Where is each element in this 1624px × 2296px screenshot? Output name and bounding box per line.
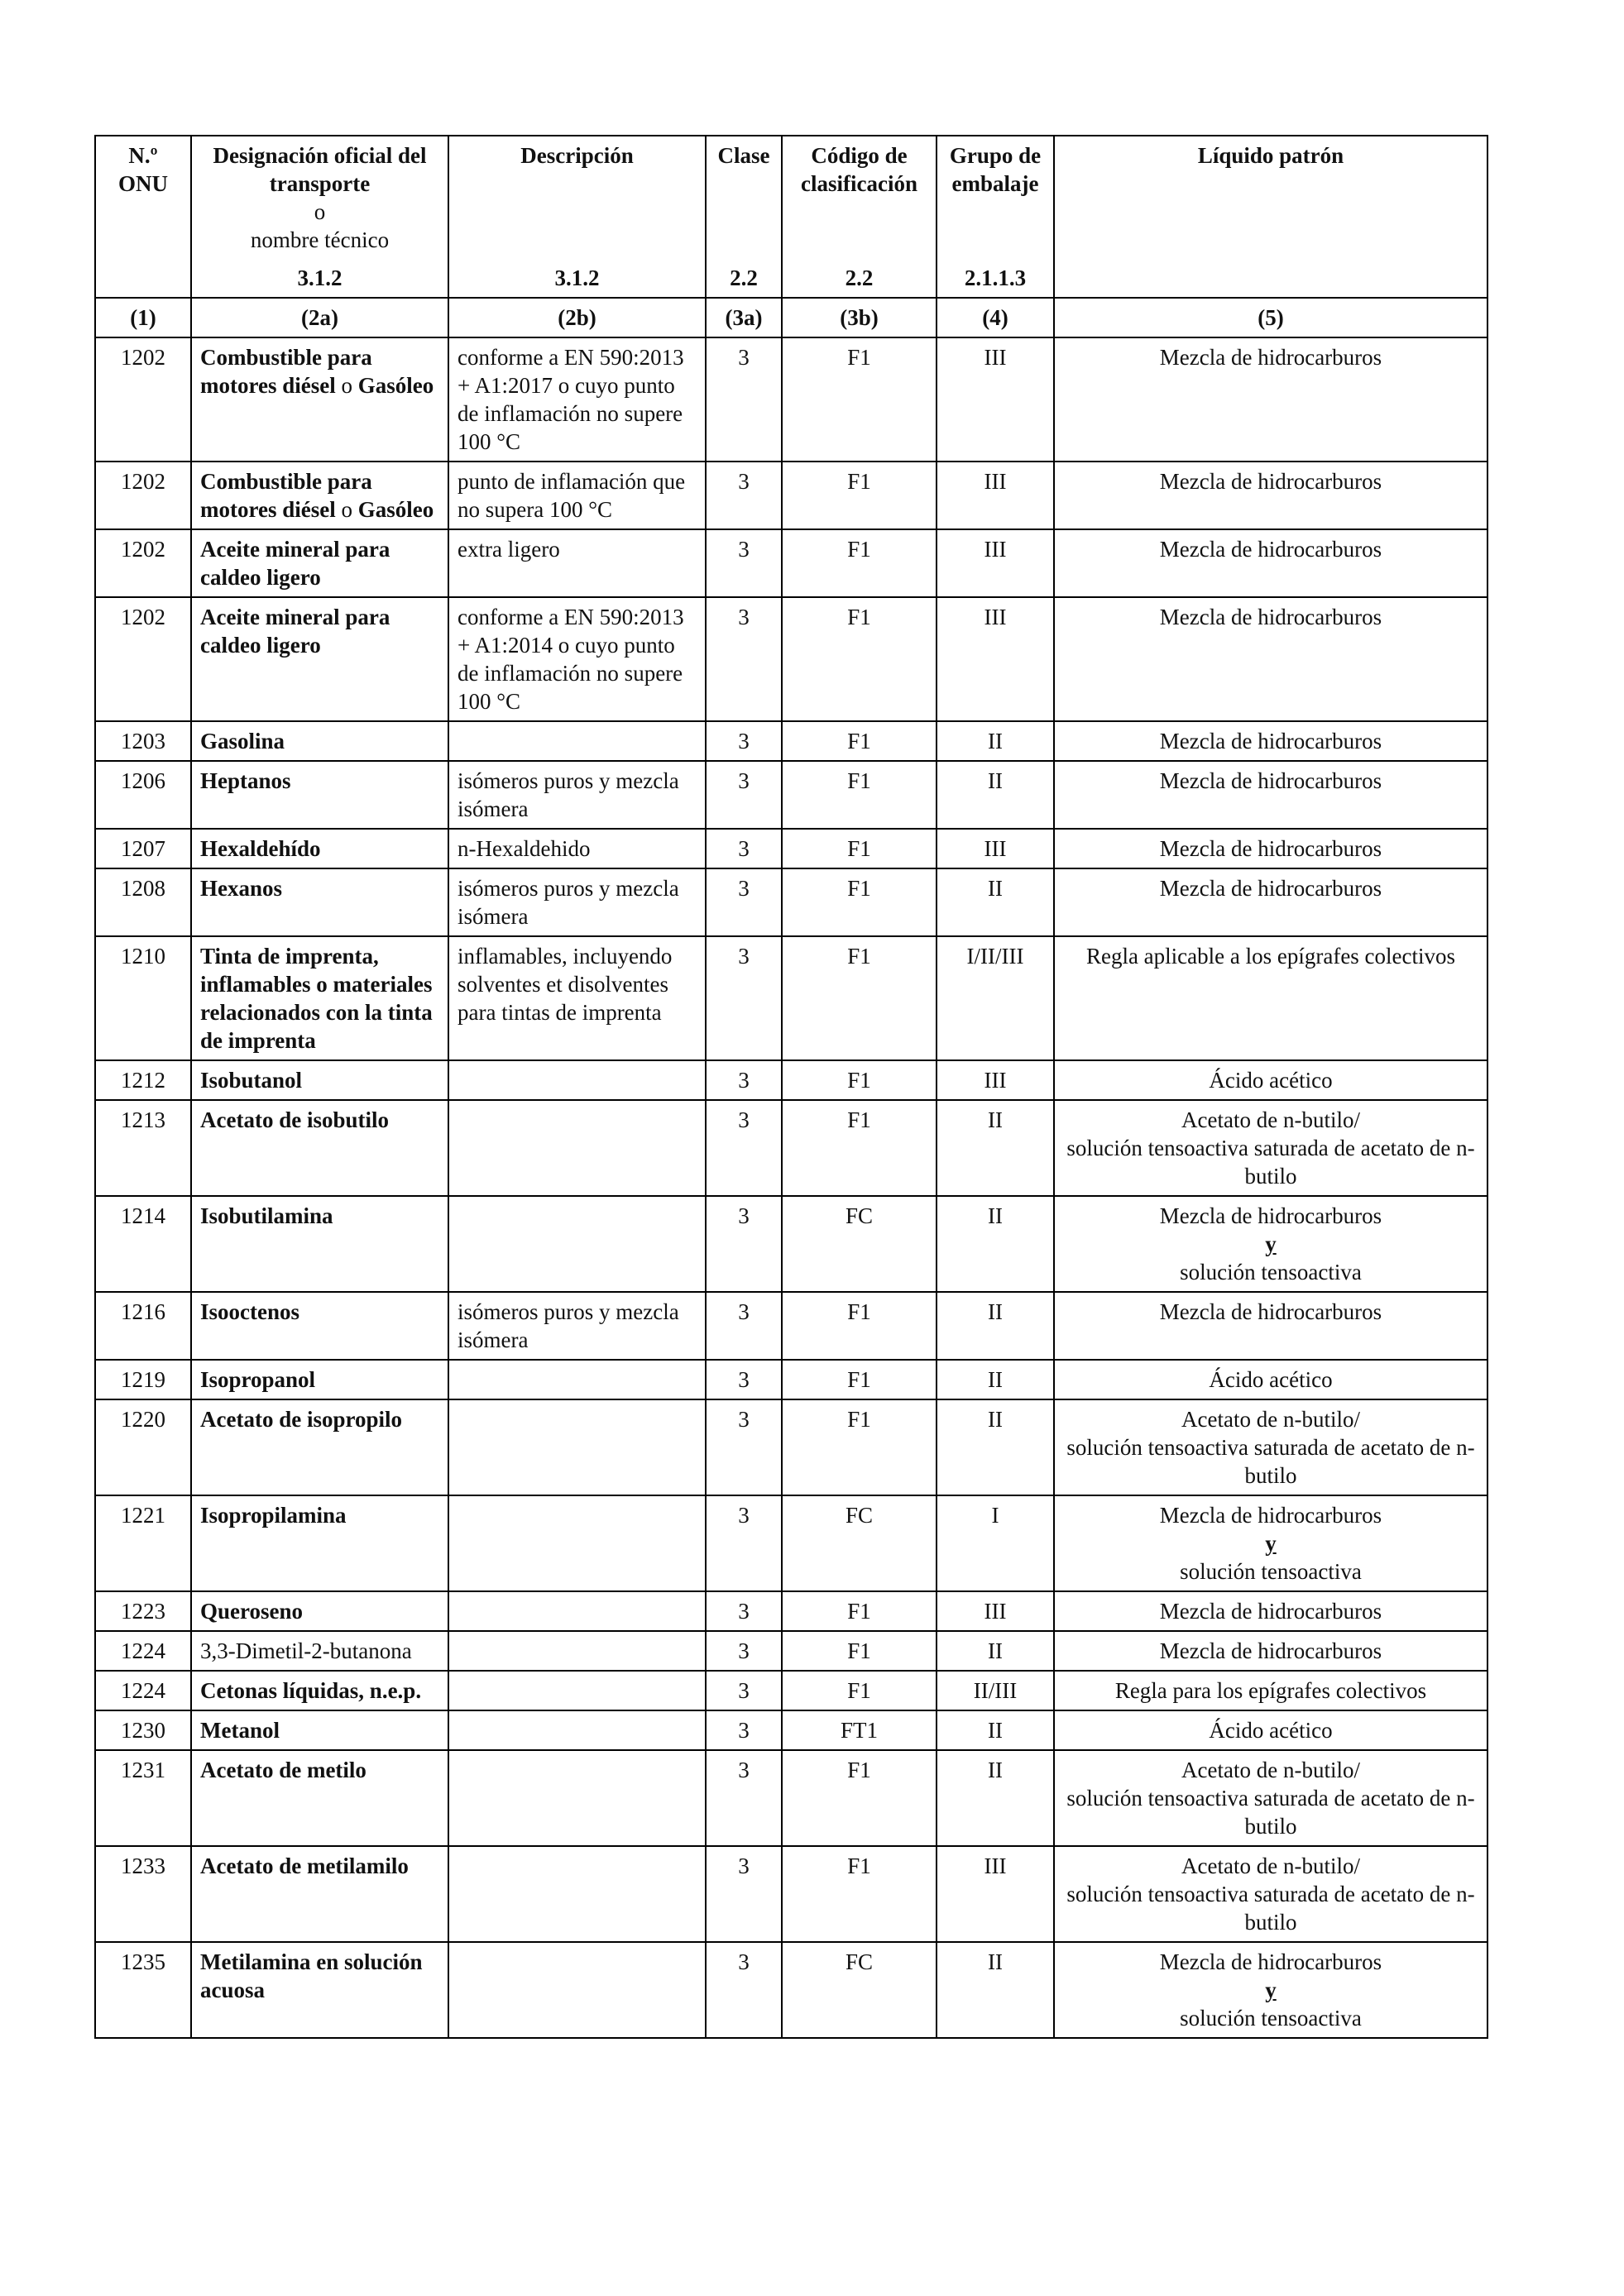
header-designation-or: o (314, 199, 326, 224)
standard-liquid-line: Mezcla de hidrocarburos (1159, 469, 1382, 494)
cell-class: 3 (706, 721, 782, 761)
cell-class: 3 (706, 1292, 782, 1360)
designation-part: Isobutilamina (200, 1203, 333, 1228)
cell-designation (191, 1495, 448, 1591)
designation-part: Isobutanol (200, 1068, 303, 1093)
designation-part: Gasóleo (357, 373, 434, 398)
cell-classification-code: FT1 (782, 1710, 937, 1750)
header-ref-packing: 2.1.1.3 (937, 259, 1054, 298)
cell-un-number: 1235 (95, 1942, 191, 2038)
standard-liquid-line: solución tensoactiva saturada de acetato de n-butilo (1066, 1882, 1475, 1935)
cell-un-number: 1230 (95, 1710, 191, 1750)
cell-classification-code: F1 (782, 829, 937, 868)
standard-liquid-line: solución tensoactiva saturada de acetato de n-butilo (1066, 1435, 1475, 1488)
cell-standard-liquid (1054, 1750, 1487, 1846)
designation-part: Acetato de metilamilo (200, 1854, 409, 1878)
table-body (95, 337, 1487, 2038)
standard-liquid-line: Mezcla de hidrocarburos (1159, 729, 1382, 753)
cell-un-number: 1213 (95, 1100, 191, 1196)
designation-part: Acetato de isobutilo (200, 1107, 389, 1132)
standard-liquid-line: y (1265, 1978, 1277, 2002)
cell-designation (191, 721, 448, 761)
cell-un-number: 1224 (95, 1671, 191, 1710)
cell-standard-liquid (1054, 868, 1487, 936)
cell-description: inflamables, incluyendo solventes et disolventes para tintas de imprenta (448, 936, 706, 1060)
designation-part: Aceite mineral para caldeo ligero (200, 605, 390, 658)
cell-un-number: 1216 (95, 1292, 191, 1360)
cell-packing-group: III (937, 829, 1054, 868)
cell-description: conforme a EN 590:2013 + A1:2014 o cuyo punto de inflamación no supere 100 °C (448, 597, 706, 721)
column-index: (4) (937, 298, 1054, 337)
designation-part: Heptanos (200, 768, 291, 793)
standard-liquid-line: Mezcla de hidrocarburos (1159, 605, 1382, 629)
cell-description (448, 1591, 706, 1631)
cell-un-number: 1202 (95, 529, 191, 597)
standard-liquid-line: Ácido acético (1209, 1068, 1333, 1093)
cell-designation (191, 1942, 448, 2038)
cell-description (448, 1360, 706, 1399)
cell-un-number: 1223 (95, 1591, 191, 1631)
cell-designation (191, 1399, 448, 1495)
cell-classification-code: F1 (782, 1671, 937, 1710)
cell-designation (191, 1100, 448, 1196)
cell-standard-liquid (1054, 462, 1487, 529)
standard-liquid-line: Ácido acético (1209, 1718, 1333, 1743)
cell-class: 3 (706, 337, 782, 462)
standard-liquid-line: Regla aplicable a los epígrafes colectivos (1085, 944, 1456, 969)
cell-un-number: 1221 (95, 1495, 191, 1591)
cell-classification-code: F1 (782, 1591, 937, 1631)
designation-part: Gasolina (200, 729, 285, 753)
cell-standard-liquid (1054, 1292, 1487, 1360)
cell-designation (191, 1671, 448, 1710)
cell-class: 3 (706, 761, 782, 829)
cell-description (448, 1710, 706, 1750)
cell-class: 3 (706, 1591, 782, 1631)
cell-standard-liquid (1054, 829, 1487, 868)
column-index: (5) (1054, 298, 1487, 337)
table-row (95, 1495, 1487, 1591)
cell-designation (191, 829, 448, 868)
cell-classification-code: F1 (782, 761, 937, 829)
cell-packing-group: III (937, 1591, 1054, 1631)
designation-part: Isopropilamina (200, 1503, 347, 1528)
table-row (95, 829, 1487, 868)
cell-classification-code: FC (782, 1196, 937, 1292)
header-un-number: N.º ONU (95, 136, 191, 259)
cell-packing-group: I/II/III (937, 936, 1054, 1060)
cell-designation (191, 1196, 448, 1292)
table-row (95, 1942, 1487, 2038)
cell-classification-code: F1 (782, 1360, 937, 1399)
cell-un-number: 1203 (95, 721, 191, 761)
cell-designation (191, 1631, 448, 1671)
standard-liquid-line: y (1265, 1531, 1277, 1556)
cell-description: n-Hexaldehido (448, 829, 706, 868)
table-row (95, 337, 1487, 462)
cell-designation (191, 1060, 448, 1100)
cell-classification-code: F1 (782, 1292, 937, 1360)
table-row (95, 1292, 1487, 1360)
cell-un-number: 1208 (95, 868, 191, 936)
cell-class: 3 (706, 529, 782, 597)
cell-description (448, 1196, 706, 1292)
header-designation (191, 136, 448, 259)
standard-liquid-line: Acetato de n-butilo/ (1181, 1854, 1360, 1878)
table-row (95, 1360, 1487, 1399)
header-packing-group: Grupo de embalaje (937, 136, 1054, 259)
cell-packing-group: II (937, 1710, 1054, 1750)
designation-part: Metanol (200, 1718, 280, 1743)
designation-part: Hexanos (200, 876, 283, 901)
cell-description (448, 1942, 706, 2038)
cell-standard-liquid (1054, 1591, 1487, 1631)
column-index: (3b) (782, 298, 937, 337)
cell-classification-code: F1 (782, 337, 937, 462)
table-row (95, 1750, 1487, 1846)
designation-part: Queroseno (200, 1599, 304, 1624)
cell-packing-group: II (937, 1750, 1054, 1846)
header-description: Descripción (448, 136, 706, 259)
designation-part: Hexaldehído (200, 836, 321, 861)
cell-description (448, 1750, 706, 1846)
cell-class: 3 (706, 1750, 782, 1846)
cell-standard-liquid (1054, 1846, 1487, 1942)
cell-designation (191, 1292, 448, 1360)
cell-packing-group: II (937, 1196, 1054, 1292)
standard-liquid-line: solución tensoactiva (1180, 1559, 1362, 1584)
standard-liquid-line: Mezcla de hidrocarburos (1159, 1299, 1382, 1324)
cell-classification-code: F1 (782, 1100, 937, 1196)
table-row (95, 597, 1487, 721)
cell-class: 3 (706, 1399, 782, 1495)
standard-liquid-line: Acetato de n-butilo/ (1181, 1407, 1360, 1432)
cell-standard-liquid (1054, 1942, 1487, 2038)
cell-standard-liquid (1054, 1399, 1487, 1495)
cell-class: 3 (706, 1942, 782, 2038)
table-row (95, 721, 1487, 761)
standard-liquid-line: Mezcla de hidrocarburos (1159, 537, 1382, 562)
cell-un-number: 1202 (95, 597, 191, 721)
cell-classification-code: F1 (782, 1399, 937, 1495)
standard-liquid-line: Acetato de n-butilo/ (1181, 1758, 1360, 1782)
cell-class: 3 (706, 1060, 782, 1100)
cell-description: conforme a EN 590:2013 + A1:2017 o cuyo punto de inflamación no supere 100 °C (448, 337, 706, 462)
table-row (95, 529, 1487, 597)
cell-description: punto de inflamación que no supera 100 °C (448, 462, 706, 529)
standard-liquid-line: Regla para los epígrafes colectivos (1114, 1678, 1427, 1703)
column-index-row (95, 298, 1487, 337)
cell-class: 3 (706, 462, 782, 529)
cell-classification-code: FC (782, 1495, 937, 1591)
standard-liquid-line: Acetato de n-butilo/ (1181, 1107, 1360, 1132)
cell-designation (191, 337, 448, 462)
cell-description: extra ligero (448, 529, 706, 597)
cell-class: 3 (706, 936, 782, 1060)
cell-standard-liquid (1054, 1100, 1487, 1196)
cell-un-number: 1202 (95, 337, 191, 462)
cell-packing-group: II (937, 1100, 1054, 1196)
standard-liquid-line: solución tensoactiva saturada de acetato de n-butilo (1066, 1136, 1475, 1189)
header-designation-main: Designación oficial del transporte (213, 143, 427, 196)
standard-liquid-line: Mezcla de hidrocarburos (1159, 1949, 1382, 1974)
cell-un-number: 1233 (95, 1846, 191, 1942)
cell-classification-code: F1 (782, 1060, 937, 1100)
table-row (95, 462, 1487, 529)
cell-designation (191, 529, 448, 597)
cell-description (448, 1495, 706, 1591)
cell-packing-group: III (937, 1060, 1054, 1100)
cell-packing-group: I (937, 1495, 1054, 1591)
cell-un-number: 1212 (95, 1060, 191, 1100)
cell-packing-group: II (937, 1292, 1054, 1360)
designation-part: Aceite mineral para caldeo ligero (200, 537, 390, 590)
cell-un-number: 1214 (95, 1196, 191, 1292)
cell-classification-code: F1 (782, 868, 937, 936)
cell-description: isómeros puros y mezcla isómera (448, 761, 706, 829)
designation-part: o (335, 497, 358, 522)
cell-description: isómeros puros y mezcla isómera (448, 868, 706, 936)
cell-standard-liquid (1054, 597, 1487, 721)
cell-classification-code: FC (782, 1942, 937, 2038)
designation-part: Acetato de metilo (200, 1758, 366, 1782)
cell-standard-liquid (1054, 1360, 1487, 1399)
cell-classification-code: F1 (782, 1846, 937, 1942)
designation-part: Metilamina en solución acuosa (200, 1949, 423, 2002)
cell-un-number: 1220 (95, 1399, 191, 1495)
cell-description: isómeros puros y mezcla isómera (448, 1292, 706, 1360)
cell-packing-group: II (937, 1360, 1054, 1399)
cell-packing-group: III (937, 337, 1054, 462)
cell-standard-liquid (1054, 761, 1487, 829)
cell-standard-liquid (1054, 1060, 1487, 1100)
cell-class: 3 (706, 868, 782, 936)
cell-packing-group: III (937, 1846, 1054, 1942)
standard-liquid-line: solución tensoactiva (1180, 2006, 1362, 2031)
standard-liquid-line: Mezcla de hidrocarburos (1159, 1503, 1382, 1528)
cell-un-number: 1231 (95, 1750, 191, 1846)
standard-liquid-line: Mezcla de hidrocarburos (1159, 836, 1382, 861)
cell-standard-liquid (1054, 1710, 1487, 1750)
designation-part: o (335, 373, 358, 398)
cell-un-number: 1219 (95, 1360, 191, 1399)
cell-standard-liquid (1054, 529, 1487, 597)
cell-packing-group: II (937, 868, 1054, 936)
cell-classification-code: F1 (782, 936, 937, 1060)
table-header (95, 136, 1487, 337)
cell-packing-group: II (937, 721, 1054, 761)
cell-designation (191, 1591, 448, 1631)
standard-liquid-line: Mezcla de hidrocarburos (1159, 876, 1382, 901)
table-row (95, 1671, 1487, 1710)
designation-part: 3,3-Dimetil-2-butanona (200, 1638, 412, 1663)
designation-part: Combustible para motores diésel (200, 345, 372, 398)
header-standard-liquid: Líquido patrón (1054, 136, 1487, 298)
table-row (95, 868, 1487, 936)
cell-un-number: 1210 (95, 936, 191, 1060)
cell-designation (191, 1750, 448, 1846)
table-row (95, 761, 1487, 829)
column-index: (2b) (448, 298, 706, 337)
column-index: (1) (95, 298, 191, 337)
cell-un-number: 1202 (95, 462, 191, 529)
cell-designation (191, 597, 448, 721)
table-row (95, 1399, 1487, 1495)
header-class: Clase (706, 136, 782, 259)
cell-packing-group: II (937, 761, 1054, 829)
table-row (95, 1060, 1487, 1100)
standard-liquid-line: Mezcla de hidrocarburos (1159, 1203, 1382, 1228)
cell-packing-group: II/III (937, 1671, 1054, 1710)
designation-part: Isopropanol (200, 1367, 316, 1392)
cell-description (448, 1399, 706, 1495)
cell-standard-liquid (1054, 1671, 1487, 1710)
table-row (95, 1196, 1487, 1292)
cell-standard-liquid (1054, 337, 1487, 462)
cell-description (448, 1846, 706, 1942)
column-index: (3a) (706, 298, 782, 337)
cell-packing-group: II (937, 1631, 1054, 1671)
cell-standard-liquid (1054, 936, 1487, 1060)
cell-description (448, 1060, 706, 1100)
table-row (95, 1591, 1487, 1631)
header-ref-un (95, 259, 191, 298)
cell-designation (191, 1710, 448, 1750)
cell-classification-code: F1 (782, 529, 937, 597)
designation-part: Acetato de isopropilo (200, 1407, 402, 1432)
cell-class: 3 (706, 597, 782, 721)
cell-classification-code: F1 (782, 462, 937, 529)
header-classification-code: Código de clasificación (782, 136, 937, 259)
table-row (95, 1100, 1487, 1196)
standard-liquid-line: Mezcla de hidrocarburos (1159, 1599, 1382, 1624)
standard-liquid-line: Mezcla de hidrocarburos (1159, 1638, 1382, 1663)
designation-part: Combustible para motores diésel (200, 469, 372, 522)
dangerous-goods-table (94, 135, 1488, 2039)
cell-packing-group: II (937, 1942, 1054, 2038)
cell-standard-liquid (1054, 1495, 1487, 1591)
cell-un-number: 1224 (95, 1631, 191, 1671)
cell-classification-code: F1 (782, 721, 937, 761)
cell-packing-group: III (937, 529, 1054, 597)
designation-part: Cetonas líquidas, n.e.p. (200, 1678, 422, 1703)
cell-packing-group: III (937, 597, 1054, 721)
cell-class: 3 (706, 1710, 782, 1750)
table-row (95, 1710, 1487, 1750)
table-row (95, 1846, 1487, 1942)
cell-designation (191, 1360, 448, 1399)
cell-designation (191, 462, 448, 529)
cell-standard-liquid (1054, 1631, 1487, 1671)
cell-classification-code: F1 (782, 1631, 937, 1671)
cell-un-number: 1206 (95, 761, 191, 829)
standard-liquid-line: solución tensoactiva saturada de acetato de n-butilo (1066, 1786, 1475, 1839)
table-row (95, 1631, 1487, 1671)
cell-classification-code: F1 (782, 1750, 937, 1846)
cell-description (448, 1631, 706, 1671)
cell-class: 3 (706, 1360, 782, 1399)
cell-class: 3 (706, 1631, 782, 1671)
cell-designation (191, 761, 448, 829)
cell-class: 3 (706, 1100, 782, 1196)
cell-packing-group: II (937, 1399, 1054, 1495)
cell-class: 3 (706, 1196, 782, 1292)
cell-packing-group: III (937, 462, 1054, 529)
header-designation-technical: nombre técnico (250, 227, 390, 252)
cell-designation (191, 936, 448, 1060)
cell-class: 3 (706, 1846, 782, 1942)
cell-description (448, 721, 706, 761)
cell-designation (191, 868, 448, 936)
standard-liquid-line: Ácido acético (1209, 1367, 1333, 1392)
cell-description (448, 1671, 706, 1710)
designation-part: Tinta de imprenta, inflamables o materiales relacionados con la tinta de imprenta (200, 944, 433, 1053)
cell-designation (191, 1846, 448, 1942)
cell-class: 3 (706, 829, 782, 868)
header-ref-designation: 3.1.2 (191, 259, 448, 298)
cell-standard-liquid (1054, 1196, 1487, 1292)
designation-part: Isooctenos (200, 1299, 299, 1324)
standard-liquid-line: Mezcla de hidrocarburos (1159, 345, 1382, 370)
header-ref-description: 3.1.2 (448, 259, 706, 298)
standard-liquid-line: solución tensoactiva (1180, 1260, 1362, 1284)
column-index: (2a) (191, 298, 448, 337)
table-row (95, 936, 1487, 1060)
header-ref-code: 2.2 (782, 259, 937, 298)
cell-standard-liquid (1054, 721, 1487, 761)
cell-un-number: 1207 (95, 829, 191, 868)
standard-liquid-line: y (1265, 1232, 1277, 1256)
cell-classification-code: F1 (782, 597, 937, 721)
designation-part: Gasóleo (357, 497, 434, 522)
cell-description (448, 1100, 706, 1196)
cell-class: 3 (706, 1495, 782, 1591)
cell-class: 3 (706, 1671, 782, 1710)
header-ref-class: 2.2 (706, 259, 782, 298)
standard-liquid-line: Mezcla de hidrocarburos (1159, 768, 1382, 793)
